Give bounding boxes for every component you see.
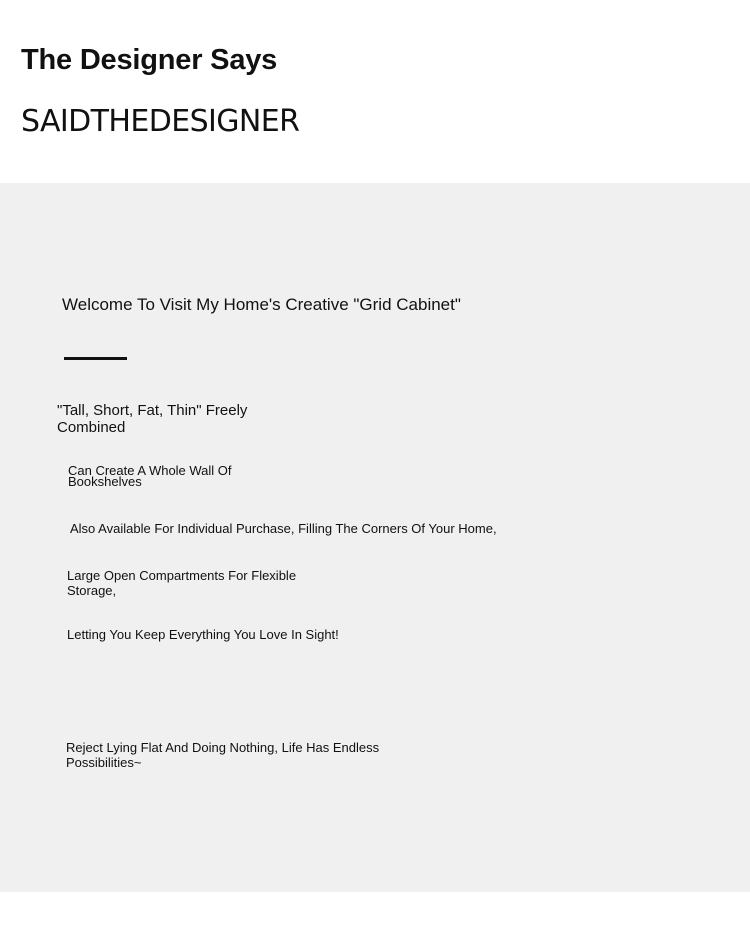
heading-divider [64,357,127,360]
text-line-individual-purchase: Also Available For Individual Purchase, Filling The Corners Of Your Home, [70,521,497,536]
text-line-in-sight: Letting You Keep Everything You Love In Sight! [67,627,339,642]
page-footer [0,892,750,951]
article-content [0,183,750,892]
text-line-combined: "Tall, Short, Fat, Thin" Freely Combined [57,402,248,436]
site-header [0,0,750,183]
text-line-possibilities: Reject Lying Flat And Doing Nothing, Life Has Endless Possibilities~ [66,740,380,770]
article-heading: Welcome To Visit My Home's Creative "Grid Cabinet" [62,295,461,314]
text-line-bookshelves: Can Create A Whole Wall Of Bookshelves [68,463,232,489]
text-line-storage: Large Open Compartments For Flexible Storage, [67,568,297,598]
site-title[interactable]: The Designer Says [21,44,278,76]
site-subtitle: SAIDTHEDESIGNER [21,104,300,139]
